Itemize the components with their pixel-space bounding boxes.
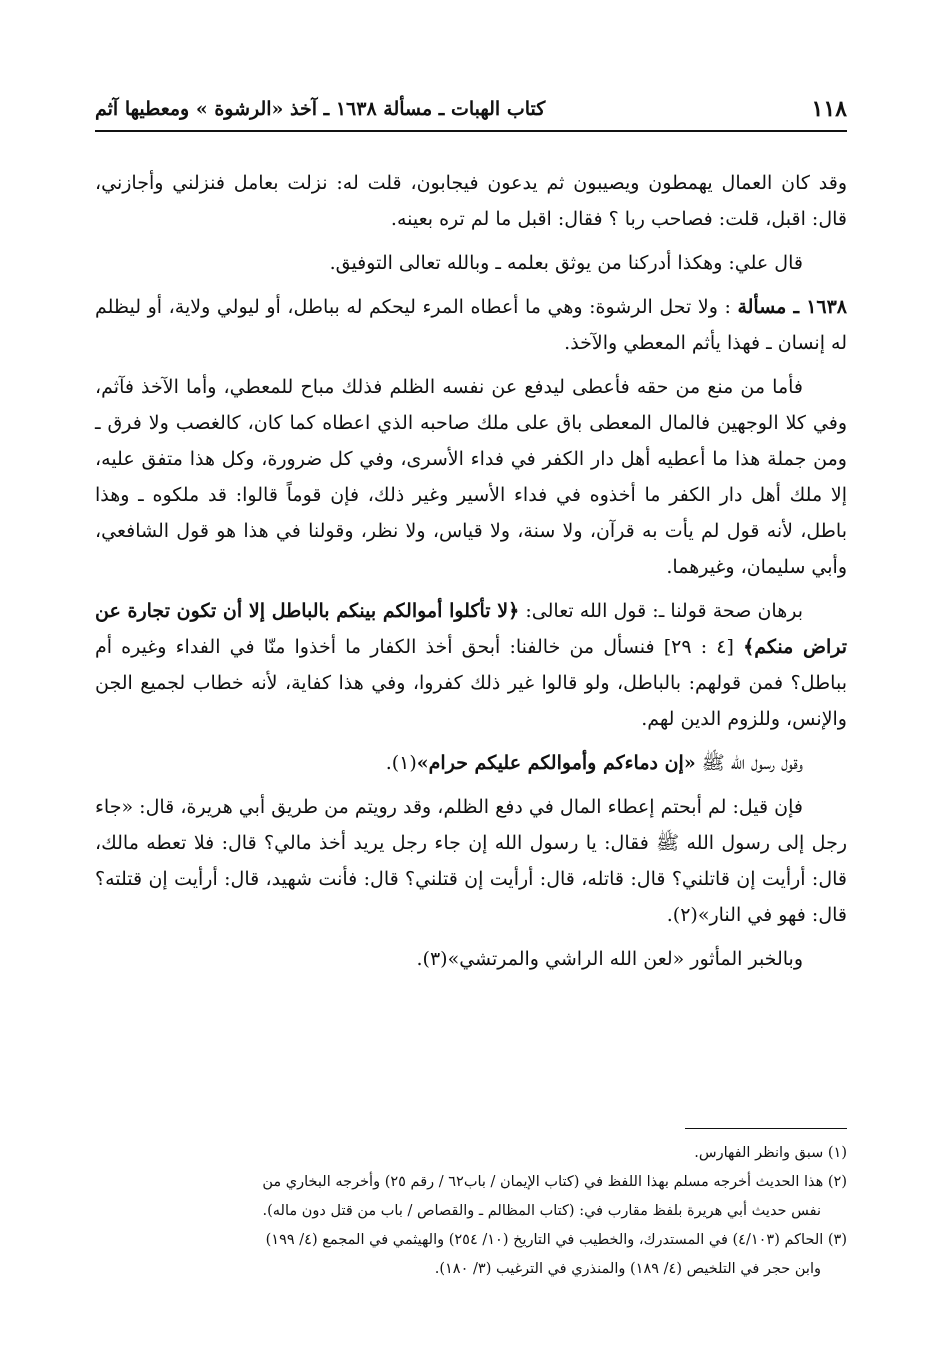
footnote-3-continued: وابن حجر في التلخيص (٤/ ١٨٩) والمنذري في الترغيب (٣/ ١٨٠). (434, 1261, 821, 1277)
issue-text: : ولا تحل الرشوة: وهي ما أعطاه المرء ليحكم له بباطل، أو ليولي ولاية، أو ليظلم له إنسان ـ فهذا يأثم المعطي والآخذ. (95, 296, 847, 354)
paragraph-ali-statement: قال علي: وهكذا أدركنا من يوثق بعلمه ـ وبالله تعالى التوفيق. (329, 252, 803, 274)
footnote-2: (٢) هذا الحديث أخرجه مسلم بهذا اللفظ في (كتاب الإيمان / باب٦٢ / رقم ٢٥) وأخرجه البخاري من (262, 1174, 847, 1190)
footnote-ref-1: (١). (385, 752, 417, 774)
paragraph-objection: فإن قيل: لم أبحتم إعطاء المال في دفع الظلم، وقد رويتم من طريق أبي هريرة، قال: «جاء رجل إلى رسول الله ﷺ فقال: يا رسول الله إن جاء رجل يريد أخذ مالي؟ قال: فلا تعطه مالك، قال: أرأيت إن قاتلني؟ قال: قاتله، قال: أرأيت إن قتلني؟ قال: فأنت شهيد، قال: أرأيت إن قتلته؟ قال: فهو في النار»(٢). (95, 796, 847, 926)
paragraph-curse-hadith: وبالخبر المأثور «لعن الله الراشي والمرتشي»(٣). (416, 948, 803, 970)
page-header (95, 88, 847, 132)
hadith-quote: «إن دماءكم وأموالكم عليكم حرام» (416, 752, 696, 774)
running-title: كتاب الهبات ـ مسألة ١٦٣٨ ـ آخذ «الرشوة » ومعطيها آثم (95, 98, 546, 120)
paragraph-proof (95, 593, 847, 737)
paragraph-issue-1638 (95, 289, 847, 361)
proof-rest: [٤ : ٢٩] فنسأل من خالفنا: أبحق أخذ الكفار ما أخذوا منّا في الفداء وغيره أم بباطل؟ فمن قولهم: بالباطل، ولو قالوا غير ذلك كفروا، وفي هذا كفاية، لأنه خطاب لجميع الجن والإنس، وللزوم الدين لهم. (95, 636, 847, 730)
footnote-3: (٣) الحاكم (٤/١٠٣) في المستدرك، والخطيب في التاريخ (١٠/ ٢٥٤) والهيثمي في المجمع (٤/ ١٩٩) (265, 1232, 847, 1248)
footnote-2-continued: نفس حديث أبي هريرة بلفظ مقارب في: (كتاب المظالم ـ والقصاص / باب من قتل دون ماله). (262, 1203, 821, 1219)
paragraph-workers: وقد كان العمال يهمطون ويصيبون ثم يدعون فيجابون، قلت له: نزلت بعامل فنزلني وأجازني، قال: اقبل، قلت: فصاحب ربا ؟ فقال: اقبل ما لم تره بعينه. (95, 172, 847, 230)
paragraph-permitted-giving: فأما من منع من حقه فأعطى ليدفع عن نفسه الظلم فذلك مباح للمعطي، وأما الآخذ فآثم، وفي كلا الوجهين فالمال المعطى باق على ملك صاحبه الذي اعطاه كما كان، كالغصب ولا فرق ـ ومن جملة هذا ما أعطيه أهل دار الكفر في فداء الأسرى، وفي كل ضرورة، وكل هذا متفق عليه، إلا ملك أهل دار الكفر ما أخذوه في فداء الأسير وغير ذلك، فإن قوماً قالوا: قد ملكوه ـ وهذا باطل، لأنه قول لم يأت به قرآن، ولا سنة، ولا قياس، ولا نظر، وقولنا في هذا هو قول الشافعي، وأبي سليمان، وغيرهما. (95, 376, 847, 578)
footnote-1: (١) سبق وانظر الفهارس. (694, 1145, 847, 1161)
paragraph-hadith (95, 745, 847, 781)
footnotes (95, 1140, 847, 1285)
issue-number: ١٦٣٨ ـ مسألة (737, 296, 848, 318)
main-text (95, 165, 847, 985)
hadith-intro: وقول رسول الله ﷺ (701, 752, 803, 774)
quran-verse: ﴿لا تأكلوا أموالكم بينكم بالباطل إلا أن تكون تجارة عن تراض منكم﴾ (95, 600, 847, 658)
proof-intro: برهان صحة قولنا ـ: قول الله تعالى: (525, 600, 803, 622)
footnote-divider (685, 1128, 847, 1129)
page-number: ١١٨ (811, 96, 847, 122)
